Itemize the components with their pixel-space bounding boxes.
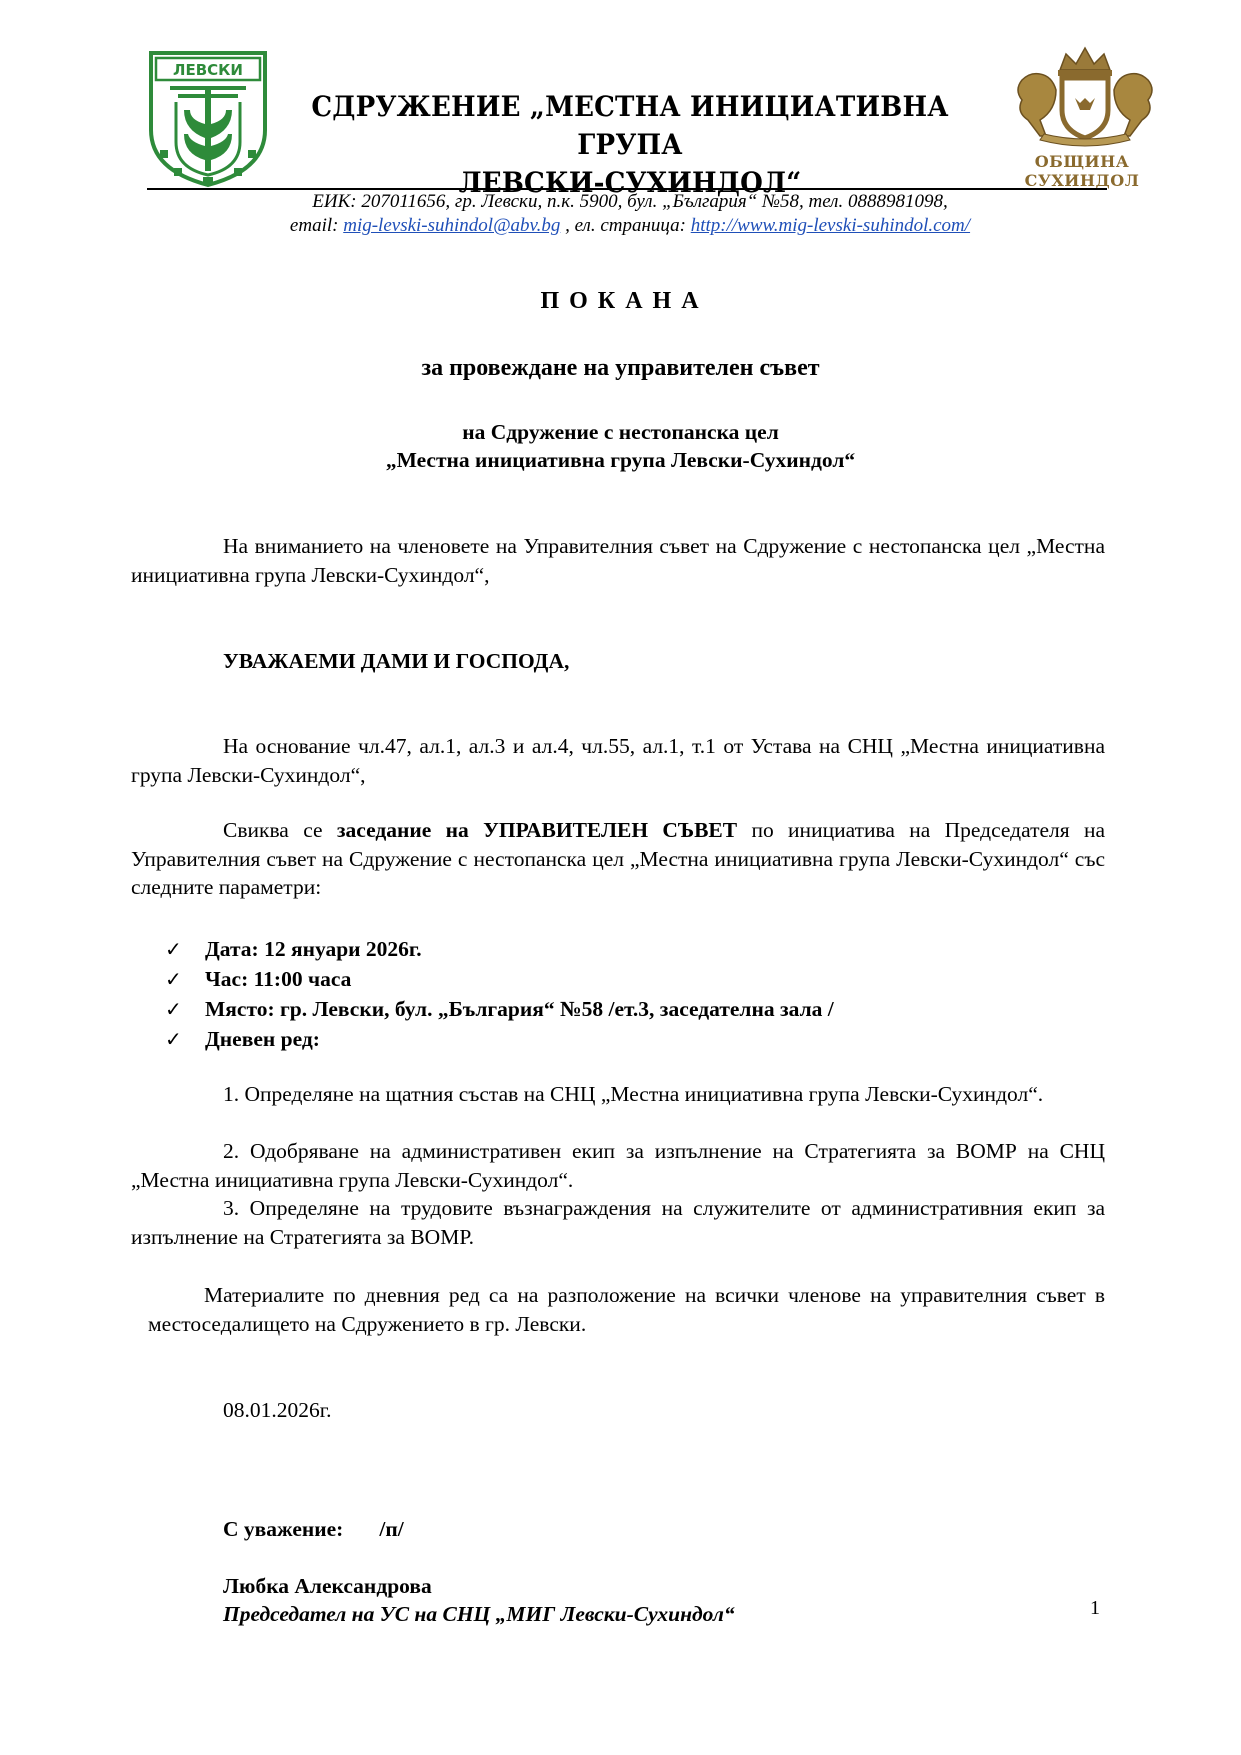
param-text: Място: гр. Левски, бул. „България“ №58 /ет.3, заседателна зала / (205, 997, 834, 1021)
checkmark-icon: ✓ (165, 969, 182, 991)
convene-suffix: по инициатива на Председателя на Управителния съвет на Сдружение с нестопанска цел „Местна инициативна група Левски-Сухиндол“ със следните параметри: (131, 818, 1106, 899)
levski-crest-icon (148, 50, 268, 188)
signer-name: Любка Александрова (223, 1574, 432, 1598)
org-line-2: „Местна инициативна група Левски-Сухиндол“ (385, 448, 856, 472)
levski-logo (148, 50, 268, 188)
checkmark-icon: ✓ (165, 999, 182, 1021)
convene-bold-2: УПРАВИТЕЛЕН СЪВЕТ (483, 818, 738, 842)
agenda-item-1: 1. Определяне на щатния състав на СНЦ „Местна инициативна група Левски-Сухиндол“. (223, 1082, 1044, 1106)
contact-line-1: ЕИК: 207011656, гр. Левски, п.к. 5900, бул. „България“ №58, тел. 0888981098, (312, 191, 948, 212)
param-text: Дата: 12 януари 2026г. (205, 937, 422, 961)
param-time (165, 965, 834, 995)
agenda-item-2: 2. Одобряване на административен екип за изпълнение на Стратегията за ВОМР на СНЦ „Местна инициативна група Левски-Сухиндол“. (131, 1139, 1105, 1192)
salutation: УВАЖАЕМИ ДАМИ И ГОСПОДА, (223, 649, 570, 673)
legal-basis-paragraph: На основание чл.47, ал.1, ал.3 и ал.4, чл.55, ал.1, т.1 от Устава на СНЦ „Местна инициативна група Левски-Сухиндол“, (131, 734, 1105, 787)
org-line-1: на Сдружение с нестопанска цел (462, 420, 779, 444)
agenda-item-3: 3. Определяне на трудовите възнаграждения на служителите от административния екип за изпълнение на Стратегията за ВОМР. (131, 1196, 1105, 1249)
param-agenda (165, 1025, 834, 1055)
checkmark-icon: ✓ (165, 1029, 182, 1051)
param-date (165, 935, 834, 965)
param-text: Час: 11:00 часа (205, 967, 352, 991)
regards-label: С уважение: (223, 1517, 344, 1541)
convene-paragraph (131, 816, 1105, 902)
suhindol-caption: ОБЩИНА СУХИНДОЛ (1024, 152, 1140, 190)
regards-line (223, 1515, 823, 1544)
page-number: 1 (1090, 1597, 1100, 1619)
suhindol-crest-icon (1000, 40, 1170, 152)
signer-title: Председател на УС на СНЦ „МИГ Левски-Сухиндол“ (223, 1602, 735, 1626)
param-text: Дневен ред: (205, 1027, 320, 1051)
materials-paragraph: Материалите по дневния ред са на разположение на всички членове на управителния съвет в местоседалището на Сдружението в гр. Левски. (148, 1283, 1105, 1336)
document-title: П О К А Н А (540, 288, 701, 314)
title-line-1: СДРУЖЕНИЕ „МЕСТНА ИНИЦИАТИВНА ГРУПА (311, 90, 949, 161)
svg-text:ЛЕВСКИ: ЛЕВСКИ (173, 61, 243, 79)
document-date: 08.01.2026г. (223, 1398, 332, 1422)
param-place (165, 995, 834, 1025)
website-label: , ел. страница: (565, 215, 686, 236)
convene-prefix: Свиква се (223, 818, 337, 842)
attention-paragraph: На вниманието на членовете на Управителния съвет на Сдружение с нестопанска цел „Местна инициативна група Левски-Сухиндол“, (131, 534, 1105, 587)
checkmark-icon: ✓ (165, 939, 182, 961)
contact-line-2 (150, 214, 1110, 238)
organization-name (0, 418, 1241, 474)
convene-bold-1: заседание на (336, 818, 484, 842)
meeting-parameters (165, 935, 834, 1055)
document-subtitle: за провеждане на управителен съвет (421, 355, 820, 381)
organization-title (267, 88, 992, 202)
email-label: email: (289, 215, 339, 236)
signature-mark: /п/ (379, 1517, 404, 1541)
title-line-2: ЛЕВСКИ-СУХИНДОЛ“ (458, 166, 802, 199)
email-link[interactable]: mig-levski-suhindol@abv.bg (343, 215, 561, 236)
suhindol-logo (1000, 40, 1170, 190)
website-link[interactable]: http://www.mig-levski-suhindol.com/ (690, 215, 971, 236)
